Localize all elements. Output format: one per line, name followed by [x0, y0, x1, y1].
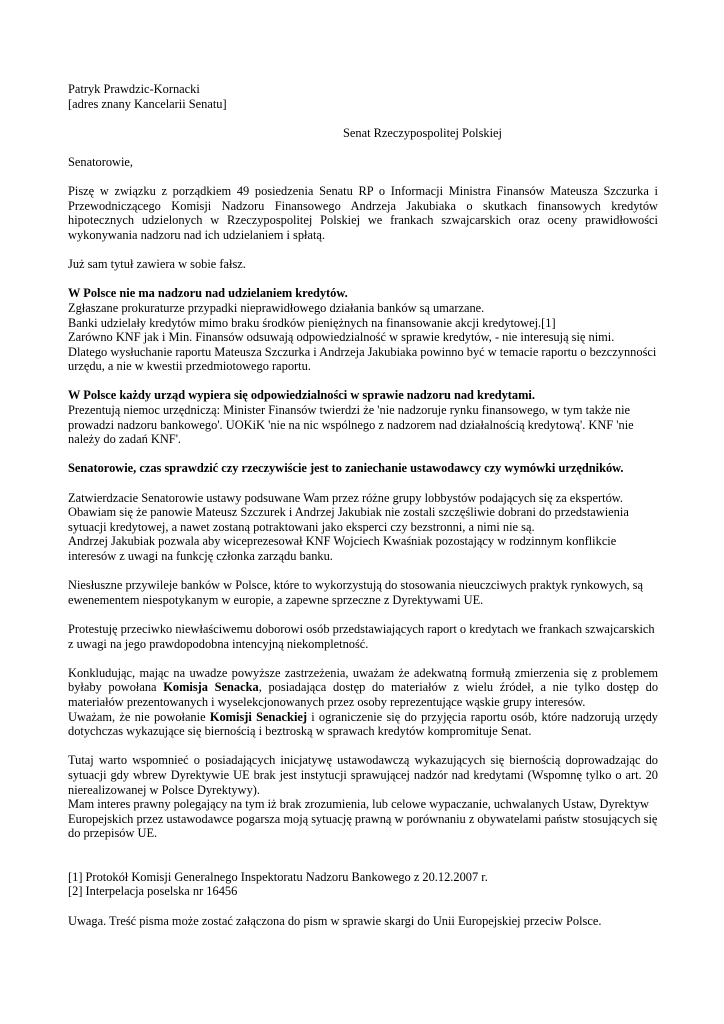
senate-commission-emphasis: Komisja Senacka — [163, 680, 259, 695]
section-2-text: Prezentują niemoc urzędniczą: Minister Finansów twierdzi że 'nie nadzoruje rynku finansowego, w tym także nie prowadzi nadzoru bankowego'. UOKiK 'nie na nic wspólnego z nadzorem nad działalnością kredytową'. KNF 'nie należy do zadań KNF'. — [68, 403, 634, 447]
protest-paragraph: Protestuję przeciwko niewłaściwemu doborowi osób przedstawiających raport o kredytach we frankach szwajcarskich z uwagi na jego prawdopodobna intencyjną niekompletność. — [68, 621, 655, 651]
lobby-paragraph-line: Obawiam się że panowie Mateusz Szczurek i Andrzej Jakubiak nie zostali szczęśliwie dobrani do przedstawienia sytuacji kredytowej, a nawet zostaną potraktowani jako eksperci czy bezstronni, a nimi nie są. — [68, 505, 629, 534]
section-3-heading: Senatorowie, czas sprawdzić czy rzeczywiście jest to zaniechanie ustawodawcy czy wymówki urzędników. — [68, 461, 624, 476]
conclusion-2-text-after: i ograniczenie się do przyjęcia raportu osób, które nadzorują urzędy dotychczas wykazujące się biernością i beztroską w sprawach kredytów kompromituje Senat. — [68, 709, 658, 739]
section-1-line: Banki udzielały kredytów mimo braku środków pieniężnych na finansowanie akcji kredytowej.[1] — [68, 315, 556, 330]
legal-interest-paragraph: Mam interes prawny polegający na tym iż brak zrozumienia, lub celowe wypaczanie, uchwalanych Ustaw, Dyrektyw Europejskich przez ustawodawce pogarsza moją sytuację prawną w porównaniu z obywatelami państw stosujących się do przepisów UE. — [68, 797, 658, 841]
lobby-paragraph-line: Andrzej Jakubiak pozwala aby wiceprezesował KNF Wojciech Kwaśniak pozostający w rodzinnym konflikcie interesów z uwagi na funkcję członka zarządu banku. — [68, 534, 617, 563]
section-1-line: Dlatego wysłuchanie raportu Mateusza Szczurka i Andrzeja Jakubiaka powinno być w temacie raportu o bezczynności urzędu, a nie w kwestii przedmiotowego raportu. — [68, 344, 657, 374]
intro-paragraph: Piszę w związku z porządkiem 49 posiedzenia Senatu RP o Informacji Ministra Finansów Mateusza Szczurka i Przewodniczącego Komisji Nadzoru Finansowego Andrzeja Jakubiaka o skutkach finansowych kredytów hipotecznych udzielonych w Rzeczypospolitej Polskiej we frankach szwajcarskich oraz oceny prawidłowości wykonywania nadzoru nad ich udzielaniem i spłatą. — [68, 184, 658, 242]
footnote: [2] Interpelacja poselska nr 16456 — [68, 884, 238, 899]
section-2-heading: W Polsce każdy urząd wypiera się odpowiedzialności w sprawie nadzoru nad kredytami. — [68, 388, 535, 403]
conclusion-1-text-after: , posiadająca dostęp do materiałów z wielu źródeł, a nie tylko dostęp do materiałów prezentowanych i wyselekcjonowanych przez osoby reprezentujące wąskie grupy interesów. — [68, 680, 659, 709]
letter-page — [68, 82, 658, 928]
recipient: Senat Rzeczypospolitej Polskiej — [343, 125, 502, 140]
conclusion-2-text-before: Uważam, że nie powołanie — [68, 709, 210, 724]
conclusion-1-text-before: Konkludując, mając na uwadze powyższe zastrzeżenia, uważam że adekwatną formułą zmierzenia się z problemem byłaby powołana — [68, 665, 658, 695]
section-1-line: Zgłaszane prokuraturze przypadki nieprawidłowego działania banków są umarzane. — [68, 300, 485, 315]
privileges-paragraph: Niesłuszne przywileje banków w Polsce, które to wykorzystują do stosowania nieuczciwych praktyk rynkowych, są ewenementem niespotykanym w europie, a zapewne sprzeczne z Dyrektywami UE. — [68, 578, 643, 607]
senate-commission-emphasis: Komisji Senackiej — [209, 709, 308, 724]
section-1-line: Zarówno KNF jak i Min. Finansów odsuwają odpowiedzialność w sprawie kredytów, - nie interesują się nimi. — [68, 330, 615, 345]
footnote: [1] Protokół Komisji Generalnego Inspektoratu Nadzoru Bankowego z 20.12.2007 r. — [68, 869, 488, 884]
initiative-paragraph: Tutaj warto wspomnieć o posiadających inicjatywę ustawodawczą wykazujących się biernością doprowadzając do sytuacji gdy wbrew Dyrektywie UE brak jest instytucji sprawującej nadzór nad kredytami (Wspomnę tylko o art. 20 nierealizowanej w Polsce Dyrektywy). — [68, 753, 658, 797]
conclusion-paragraph-1 — [68, 666, 658, 710]
closing-note: Uwaga. Treść pisma może zostać załączona do pism w sprawie skargi do Unii Europejskiej przeciw Polsce. — [68, 913, 602, 928]
greeting: Senatorowie, — [68, 154, 134, 169]
sender-name: Patryk Prawdzic-Kornacki — [68, 82, 200, 96]
title-falsity-statement: Już sam tytuł zawiera w sobie fałsz. — [68, 257, 246, 272]
section-1-heading: W Polsce nie ma nadzoru nad udzielaniem kredytów. — [68, 286, 348, 301]
lobby-paragraph-line: Zatwierdzacie Senatorowie ustawy podsuwane Wam przez różne grupy lobbystów podających się za ekspertów. — [68, 490, 624, 505]
sender-address: [adres znany Kancelarii Senatu] — [68, 96, 227, 111]
conclusion-paragraph-2 — [68, 710, 658, 739]
